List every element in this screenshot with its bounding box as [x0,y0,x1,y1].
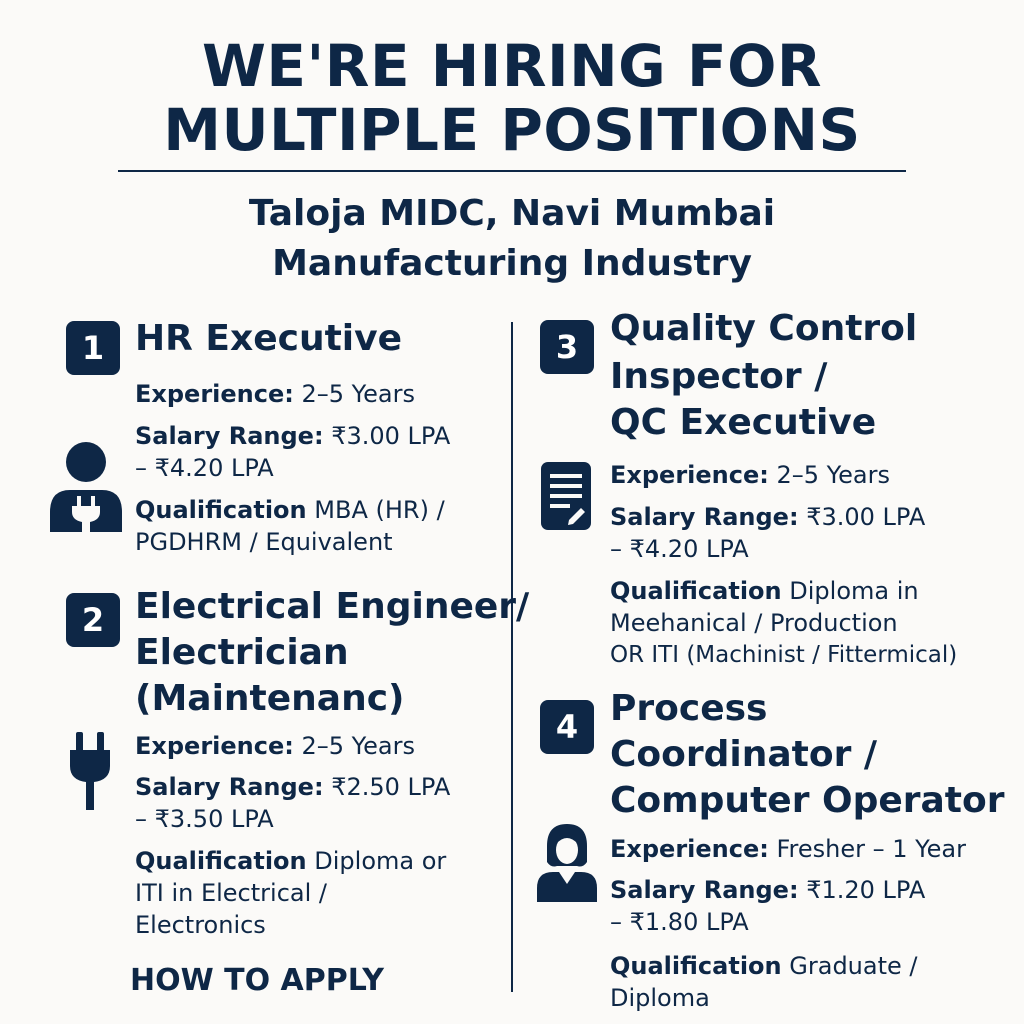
job-title-line: QC Executive [610,402,877,443]
job-number-badge: 2 [66,593,120,647]
experience-label: Experience: [135,732,294,760]
job-title-line: (Maintenanc) [135,678,405,719]
salary-row [610,874,925,906]
job-title-line: Inspector / [610,356,828,397]
job-number-badge: 4 [540,700,594,754]
qualification-value: MBA (HR) / [314,496,445,524]
job-title-line: HR Executive [135,318,403,359]
job-title-line: Process [610,688,768,729]
salary-label: Salary Range: [610,876,799,904]
salary-label: Salary Range: [610,503,799,531]
plug-icon [68,732,112,816]
qualification-value-cont: OR ITI (Machinist / Fittermical) [610,642,958,668]
job-title-line: Quality Control [610,308,918,349]
salary-row [135,771,450,803]
experience-value: 2–5 Years [301,380,415,408]
experience-value: 2–5 Years [301,732,415,760]
how-to-apply-heading: HOW TO APPLY [130,963,384,998]
qualification-label: Qualification [135,496,307,524]
salary-value-cont: – ₹4.20 LPA [135,454,274,482]
qualification-value-cont: Diploma [610,984,710,1012]
experience-row [135,730,415,762]
job-title-line: Electrician [135,632,349,673]
experience-value: 2–5 Years [776,461,890,489]
woman-icon [537,822,597,906]
qualification-label: Qualification [135,847,307,875]
salary-value-cont: – ₹3.50 LPA [135,805,274,833]
document-icon [541,462,591,534]
job-title-line: Coordinator / [610,734,878,775]
experience-label: Experience: [610,835,769,863]
salary-value-cont: – ₹4.20 LPA [610,535,749,563]
experience-row [610,833,966,865]
job-title-line: Electrical Engineer/ [135,586,530,627]
header-divider [118,170,906,172]
salary-value: ₹2.50 LPA [331,773,451,801]
job-title-line: Computer Operator [610,780,1005,821]
qualification-row [135,845,446,877]
column-divider [511,322,513,992]
qualification-value-cont: Meehanical / Production [610,609,898,637]
experience-label: Experience: [135,380,294,408]
salary-value-cont: – ₹1.80 LPA [610,908,749,936]
salary-value: ₹1.20 LPA [806,876,926,904]
qualification-row [610,575,919,607]
headline-line-1: WE'RE HIRING FOR [201,32,823,100]
qualification-value: Diploma or [314,847,447,875]
experience-row [610,459,890,491]
job-number-badge: 1 [66,321,120,375]
experience-row [135,378,415,410]
qualification-value-cont: Electronics [135,911,266,939]
salary-row [135,420,450,452]
headline-line-2: MULTIPLE POSITIONS [163,96,861,164]
qualification-label: Qualification [610,577,782,605]
qualification-value-cont: PGDHRM / Equivalent [135,528,393,556]
salary-value: ₹3.00 LPA [806,503,926,531]
qualification-value: Graduate / [789,952,918,980]
location-text: Taloja MIDC, Navi Mumbai [248,193,776,234]
experience-value: Fresher – 1 Year [776,835,966,863]
qualification-value: Diploma in [789,577,919,605]
salary-label: Salary Range: [135,422,324,450]
person-plug-icon [50,440,122,536]
salary-label: Salary Range: [135,773,324,801]
qualification-value-cont: ITI in Electrical / [135,879,327,907]
job-number-badge: 3 [540,320,594,374]
qualification-label: Qualification [610,952,782,980]
industry-text: Manufacturing Industry [272,243,752,284]
salary-row [610,501,925,533]
salary-value: ₹3.00 LPA [331,422,451,450]
qualification-row [610,950,917,982]
qualification-row [135,494,445,526]
experience-label: Experience: [610,461,769,489]
